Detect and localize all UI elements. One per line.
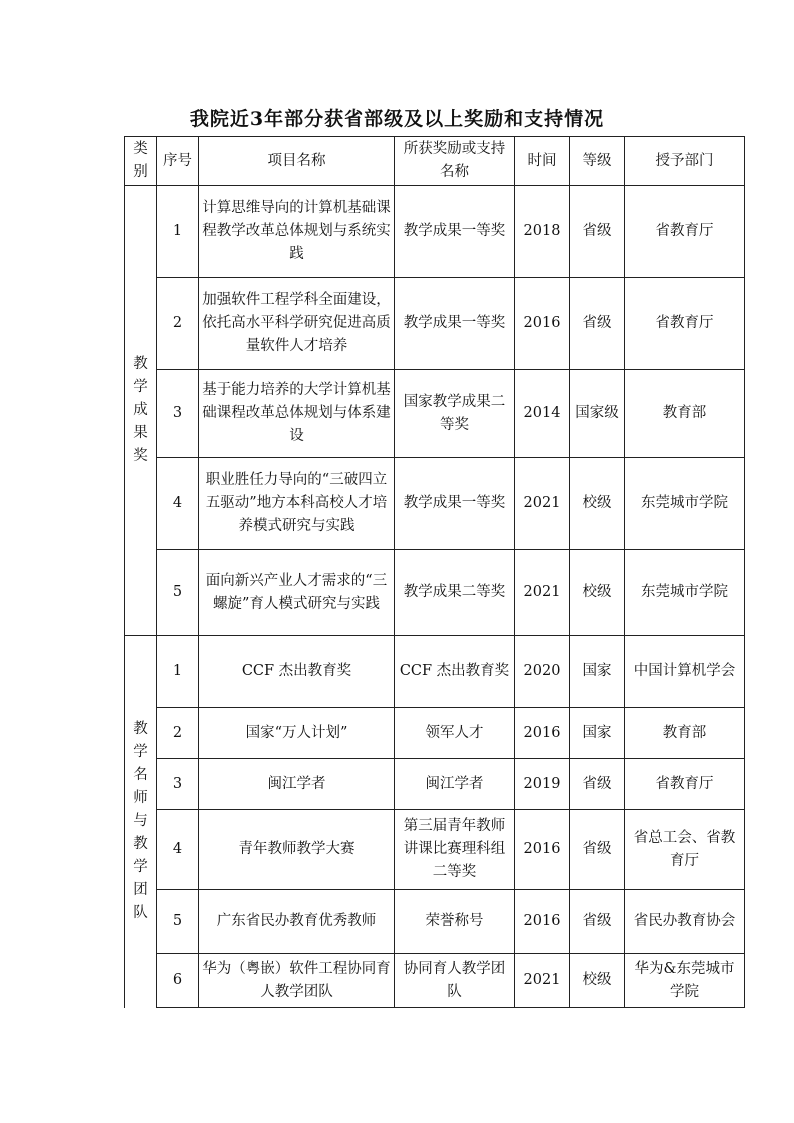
- header-dept: 授予部门: [625, 137, 745, 186]
- row-project: 加强软件工程学科全面建设，依托高水平科学研究促进高质量软件人才培养: [199, 278, 395, 370]
- row-level: 国家: [570, 636, 625, 708]
- row-award: 教学成果一等奖: [395, 458, 515, 550]
- row-level: 校级: [570, 954, 625, 1008]
- row-no: 2: [157, 278, 199, 370]
- row-award: 协同育人教学团队: [395, 954, 515, 1008]
- row-level: 国家级: [570, 370, 625, 458]
- page-title: 我院近3年部分获省部级及以上奖励和支持情况: [189, 108, 605, 130]
- row-award: 教学成果二等奖: [395, 550, 515, 636]
- header-project: 项目名称: [199, 137, 395, 186]
- table-row: [125, 810, 745, 890]
- row-dept: 华为&东莞城市学院: [625, 954, 745, 1008]
- row-award: 闽江学者: [395, 759, 515, 810]
- row-year: 2016: [515, 278, 570, 370]
- row-project: 面向新兴产业人才需求的“三螺旋”育人模式研究与实践: [199, 550, 395, 636]
- row-project: CCF 杰出教育奖: [199, 636, 395, 708]
- row-year: 2014: [515, 370, 570, 458]
- row-award: 第三届青年教师讲课比赛理科组二等奖: [395, 810, 515, 890]
- header-year: 时间: [515, 137, 570, 186]
- row-year: 2016: [515, 810, 570, 890]
- row-no: 3: [157, 759, 199, 810]
- row-dept: 省教育厅: [625, 278, 745, 370]
- row-dept: 中国计算机学会: [625, 636, 745, 708]
- row-no: 1: [157, 186, 199, 278]
- row-project: 广东省民办教育优秀教师: [199, 890, 395, 954]
- row-project: 青年教师教学大赛: [199, 810, 395, 890]
- table-row: [125, 278, 745, 370]
- row-project: 国家“万人计划”: [199, 708, 395, 759]
- row-dept: 省教育厅: [625, 759, 745, 810]
- row-year: 2019: [515, 759, 570, 810]
- row-dept: 教育部: [625, 370, 745, 458]
- row-award: 教学成果一等奖: [395, 278, 515, 370]
- row-year: 2020: [515, 636, 570, 708]
- row-no: 4: [157, 810, 199, 890]
- table-row: [125, 636, 745, 708]
- table-row: [125, 954, 745, 1008]
- header-no: 序号: [157, 137, 199, 186]
- row-award: 教学成果一等奖: [395, 186, 515, 278]
- table-row: [125, 550, 745, 636]
- section-category: 教学名师与教学团队: [125, 636, 157, 1008]
- row-level: 国家: [570, 708, 625, 759]
- row-year: 2016: [515, 708, 570, 759]
- row-dept: 东莞城市学院: [625, 458, 745, 550]
- row-dept: 东莞城市学院: [625, 550, 745, 636]
- row-award: CCF 杰出教育奖: [395, 636, 515, 708]
- row-project: 职业胜任力导向的“三破四立五驱动”地方本科高校人才培养模式研究与实践: [199, 458, 395, 550]
- row-project: 计算思维导向的计算机基础课程教学改革总体规划与系统实践: [199, 186, 395, 278]
- table-row: [125, 458, 745, 550]
- row-no: 2: [157, 708, 199, 759]
- header-category: 类别: [125, 137, 157, 186]
- row-level: 校级: [570, 458, 625, 550]
- header-award: 所获奖励或支持名称: [395, 137, 515, 186]
- table-row: [125, 708, 745, 759]
- row-award: 荣誉称号: [395, 890, 515, 954]
- header-row: [125, 137, 745, 186]
- row-project: 闽江学者: [199, 759, 395, 810]
- row-dept: 教育部: [625, 708, 745, 759]
- row-no: 5: [157, 890, 199, 954]
- row-level: 省级: [570, 278, 625, 370]
- header-level: 等级: [570, 137, 625, 186]
- section-category: 教学成果奖: [125, 186, 157, 636]
- row-year: 2016: [515, 890, 570, 954]
- row-level: 省级: [570, 890, 625, 954]
- table-row: [125, 370, 745, 458]
- row-dept: 省教育厅: [625, 186, 745, 278]
- row-level: 省级: [570, 186, 625, 278]
- row-level: 校级: [570, 550, 625, 636]
- row-level: 省级: [570, 759, 625, 810]
- row-no: 1: [157, 636, 199, 708]
- row-dept: 省总工会、省教育厅: [625, 810, 745, 890]
- table-row: [125, 186, 745, 278]
- row-year: 2021: [515, 954, 570, 1008]
- awards-table: [124, 136, 745, 1008]
- row-award: 国家教学成果二等奖: [395, 370, 515, 458]
- row-no: 6: [157, 954, 199, 1008]
- row-project: 华为（粤嵌）软件工程协同育人教学团队: [199, 954, 395, 1008]
- row-year: 2021: [515, 550, 570, 636]
- row-no: 4: [157, 458, 199, 550]
- row-no: 5: [157, 550, 199, 636]
- row-award: 领军人才: [395, 708, 515, 759]
- row-project: 基于能力培养的大学计算机基础课程改革总体规划与体系建设: [199, 370, 395, 458]
- table-row: [125, 759, 745, 810]
- table-row: [125, 890, 745, 954]
- row-level: 省级: [570, 810, 625, 890]
- row-no: 3: [157, 370, 199, 458]
- row-year: 2021: [515, 458, 570, 550]
- row-dept: 省民办教育协会: [625, 890, 745, 954]
- row-year: 2018: [515, 186, 570, 278]
